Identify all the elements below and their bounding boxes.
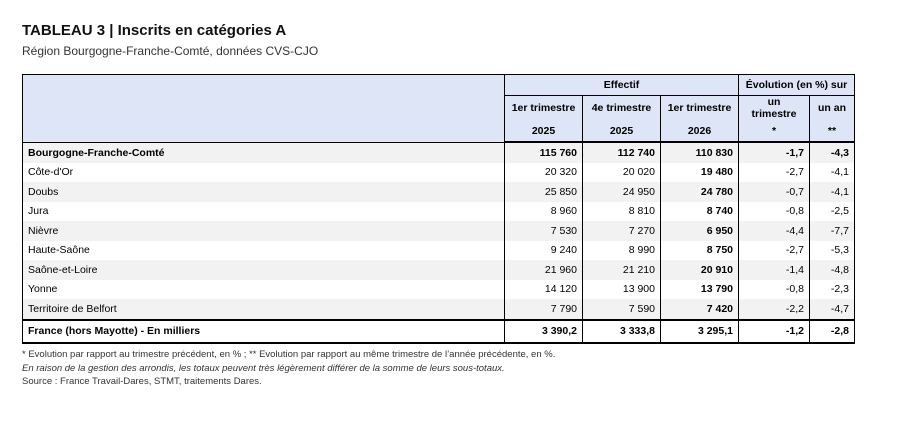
note-source: Source : France Travail-Dares, STMT, traitements Dares. <box>22 376 262 387</box>
table-row <box>23 280 855 300</box>
header-col3-line2: 2026 <box>661 120 739 142</box>
cell-q1-2025: 21 960 <box>505 260 583 280</box>
table-notes <box>22 348 555 389</box>
cell-q1-2026: 7 420 <box>661 299 739 320</box>
cell-q4-2025: 112 740 <box>583 142 661 163</box>
header-col2-line1: 4e trimestre <box>583 96 661 121</box>
cell-q1-2026: 20 910 <box>661 260 739 280</box>
row-label: Territoire de Belfort <box>23 299 505 320</box>
table-row <box>23 299 855 320</box>
cell-q1-2026: 8 750 <box>661 241 739 261</box>
cell-evol-trim: -2,7 <box>739 241 810 261</box>
row-label: Bourgogne-Franche-Comté <box>23 142 505 163</box>
note-evolution: * Evolution par rapport au trimestre précédent, en % ; ** Evolution par rapport au même trimestre de l’année précédente, en %. <box>22 349 556 360</box>
cell-q4-2025: 24 950 <box>583 182 661 202</box>
cell-q1-2026: 110 830 <box>661 142 739 163</box>
row-label: Yonne <box>23 280 505 300</box>
header-col5-line2: ** <box>810 120 855 142</box>
total-q1-2025: 3 390,2 <box>505 320 583 343</box>
header-col5-line1: un an <box>810 96 855 121</box>
table-row <box>23 163 855 183</box>
total-evol-trim: -1,2 <box>739 320 810 343</box>
row-label: Nièvre <box>23 221 505 241</box>
cell-evol-an: -4,8 <box>810 260 855 280</box>
cell-q1-2026: 19 480 <box>661 163 739 183</box>
cell-evol-an: -7,7 <box>810 221 855 241</box>
table-row <box>23 182 855 202</box>
table-row <box>23 260 855 280</box>
cell-q4-2025: 7 270 <box>583 221 661 241</box>
cell-evol-an: -4,3 <box>810 142 855 163</box>
cell-q4-2025: 8 990 <box>583 241 661 261</box>
row-label: Saône-et-Loire <box>23 260 505 280</box>
cell-q1-2026: 13 790 <box>661 280 739 300</box>
cell-q1-2025: 9 240 <box>505 241 583 261</box>
total-q1-2026: 3 295,1 <box>661 320 739 343</box>
cell-evol-trim: -0,8 <box>739 202 810 222</box>
header-col4-line2: * <box>739 120 810 142</box>
header-col1-line1: 1er trimestre <box>505 96 583 121</box>
row-label: Doubs <box>23 182 505 202</box>
cell-evol-an: -4,7 <box>810 299 855 320</box>
total-q4-2025: 3 333,8 <box>583 320 661 343</box>
cell-q4-2025: 13 900 <box>583 280 661 300</box>
cell-evol-trim: -2,7 <box>739 163 810 183</box>
cell-q1-2025: 7 530 <box>505 221 583 241</box>
cell-evol-an: -2,5 <box>810 202 855 222</box>
cell-q1-2025: 25 850 <box>505 182 583 202</box>
row-label: Haute-Saône <box>23 241 505 261</box>
table-footer <box>23 320 855 343</box>
table-title: TABLEAU 3 | Inscrits en catégories A <box>22 22 287 39</box>
cell-evol-trim: -2,2 <box>739 299 810 320</box>
cell-q4-2025: 7 590 <box>583 299 661 320</box>
header-col1-line2: 2025 <box>505 120 583 142</box>
cell-evol-an: -2,3 <box>810 280 855 300</box>
header-effectif: Effectif <box>505 75 739 96</box>
row-label: Côte-d'Or <box>23 163 505 183</box>
cell-evol-trim: -0,8 <box>739 280 810 300</box>
row-label: Jura <box>23 202 505 222</box>
cell-q4-2025: 8 810 <box>583 202 661 222</box>
note-rounding: En raison de la gestion des arrondis, les totaux peuvent très légèrement différer de la somme de leurs sous-totaux. <box>22 362 505 374</box>
cell-evol-trim: -1,4 <box>739 260 810 280</box>
table-body <box>23 142 855 320</box>
cell-q1-2025: 8 960 <box>505 202 583 222</box>
cell-q4-2025: 20 020 <box>583 163 661 183</box>
cell-evol-an: -5,3 <box>810 241 855 261</box>
cell-evol-an: -4,1 <box>810 163 855 183</box>
total-row <box>23 320 855 343</box>
cell-evol-an: -4,1 <box>810 182 855 202</box>
table-row <box>23 241 855 261</box>
cell-q1-2025: 20 320 <box>505 163 583 183</box>
header-label-cell <box>23 75 505 143</box>
cell-q4-2025: 21 210 <box>583 260 661 280</box>
cell-q1-2026: 6 950 <box>661 221 739 241</box>
table-row <box>23 142 855 163</box>
cell-q1-2026: 24 780 <box>661 182 739 202</box>
cell-evol-trim: -0,7 <box>739 182 810 202</box>
table-row <box>23 221 855 241</box>
header-col2-line2: 2025 <box>583 120 661 142</box>
cell-evol-trim: -4,4 <box>739 221 810 241</box>
header-evolution: Évolution (en %) sur <box>739 75 855 96</box>
table-row <box>23 202 855 222</box>
header-col3-line1: 1er trimestre <box>661 96 739 121</box>
total-evol-an: -2,8 <box>810 320 855 343</box>
table-subtitle: Région Bourgogne-Franche-Comté, données CVS-CJO <box>22 44 319 58</box>
cell-q1-2025: 115 760 <box>505 142 583 163</box>
cell-q1-2025: 7 790 <box>505 299 583 320</box>
cell-q1-2026: 8 740 <box>661 202 739 222</box>
table-header <box>23 75 855 143</box>
cell-q1-2025: 14 120 <box>505 280 583 300</box>
cell-evol-trim: -1,7 <box>739 142 810 163</box>
data-table <box>22 74 855 344</box>
total-label: France (hors Mayotte) - En milliers <box>23 320 505 343</box>
header-col4-line1: un trimestre <box>739 96 810 121</box>
